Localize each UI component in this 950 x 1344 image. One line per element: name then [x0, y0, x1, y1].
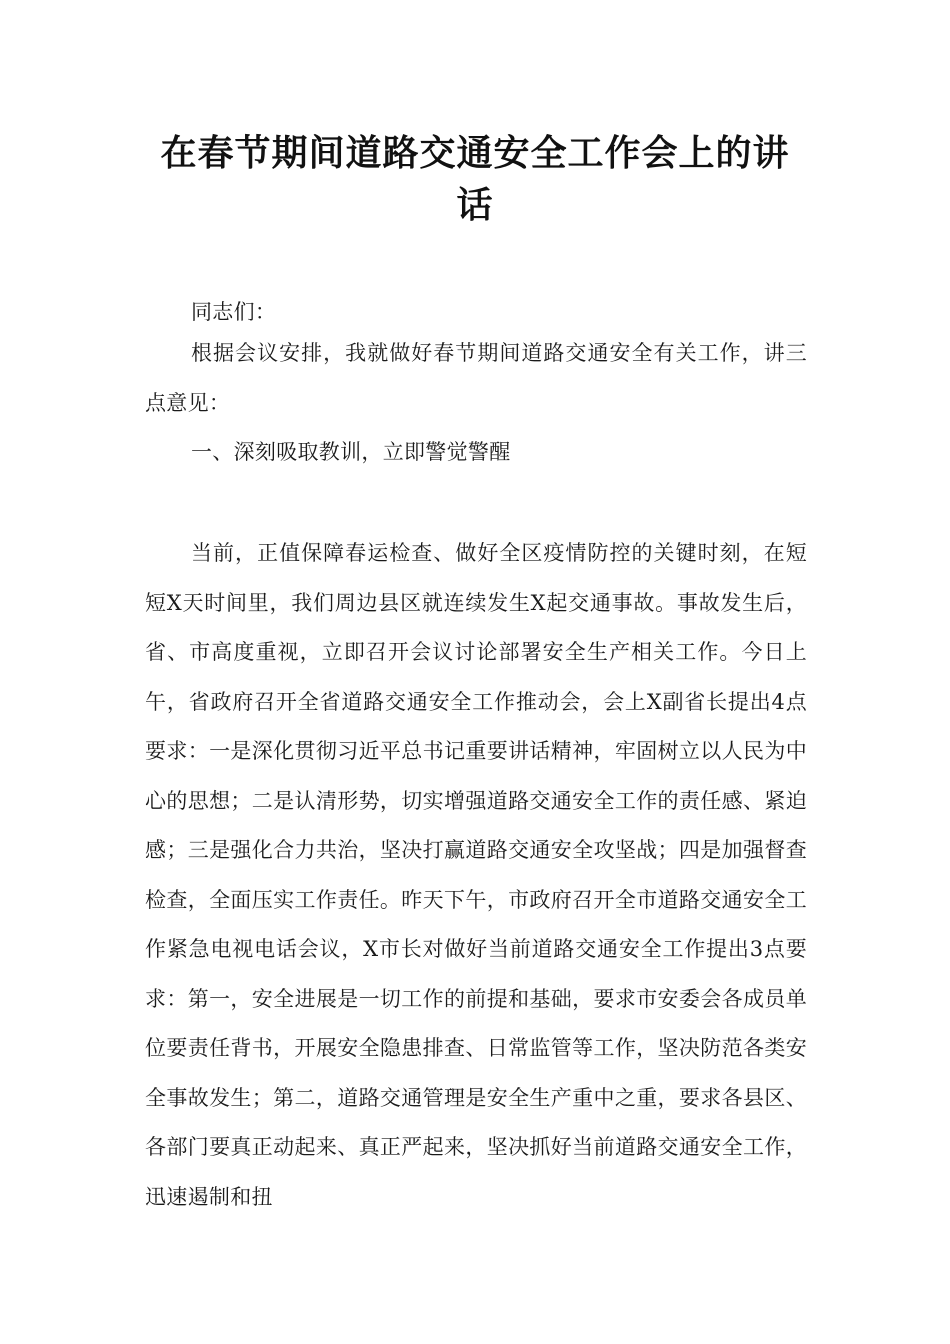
body-paragraph: 当前，正值保障春运检查、做好全区疫情防控的关键时刻，在短短X天时间里，我们周边县区就连续发生X起交通事故。事故发生后，省、市高度重视，立即召开会议讨论部署安全生产相关工作。今日上午，省政府召开全省道路交通安全工作推动会，会上X副省长提出4点要求：一是深化贯彻习近平总书记重要讲话精神，牢固树立以人民为中心的思想；二是认清形势，切实增强道路交通安全工作的责任感、紧迫感；三是强化合力共治，坚决打赢道路交通安全攻坚战；四是加强督查检查，全面压实工作责任。昨天下午，市政府召开全市道路交通安全工作紧急电视电话会议，X市长对做好当前道路交通安全工作提出3点要求：第一，安全进展是一切工作的前提和基础，要求市安委会各成员单位要责任背书，开展安全隐患排查、日常监管等工作，坚决防范各类安全事故发生；第二，道路交通管理是安全生产重中之重，要求各县区、各部门要真正动起来、真正严起来，坚决抓好当前道路交通安全工作，迅速遏制和扭 [145, 541, 807, 1209]
section-heading-1: 一、深刻吸取教训，立即警觉警醒 [191, 440, 511, 464]
salutation: 同志们： [191, 300, 277, 324]
title-line-1: 在春节期间道路交通安全工作会上的讲 [160, 133, 790, 174]
intro-paragraph: 根据会议安排，我就做好春节期间道路交通安全有关工作，讲三点意见： [145, 341, 807, 415]
document-title [120, 128, 830, 232]
title-line-2: 话 [456, 185, 494, 226]
